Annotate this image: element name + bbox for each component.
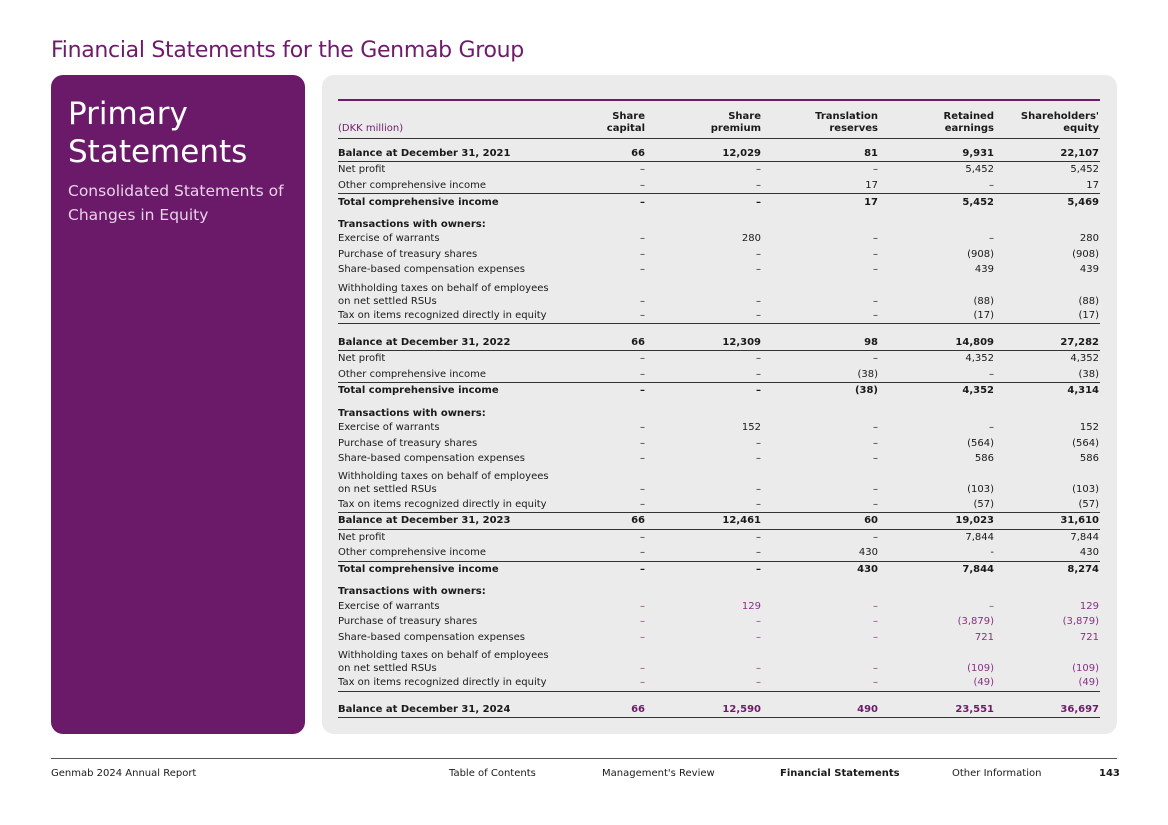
table-row: Exercise of warrants – 280 – – 280 — [338, 233, 1099, 245]
column-header: Share capital — [606, 110, 645, 134]
table-section-heading: Transactions with owners: — [338, 586, 486, 598]
table-row: Share-based compensation expenses – – – 439 439 — [338, 264, 1099, 276]
table-row: Purchase of treasury shares – – – (564) (564) — [338, 437, 1099, 449]
table-row: Tax on items recognized directly in equity – – – (49) (49) — [338, 675, 1100, 691]
table-row: Exercise of warrants – 152 – – 152 — [338, 421, 1099, 433]
table-row: Net profit – – – 7,844 7,844 — [338, 531, 1099, 543]
table-row: Share-based compensation expenses – – – 721 721 — [338, 631, 1099, 643]
section-heading — [68, 95, 288, 171]
equity-table-panel — [322, 75, 1117, 734]
column-header: Translation reserves — [815, 110, 878, 134]
page-number: 143 — [1099, 768, 1120, 779]
table-row: Net profit – – – 4,352 4,352 — [338, 353, 1099, 365]
table-row: Purchase of treasury shares – – – (3,879) (3,879) — [338, 616, 1099, 628]
footer-nav-contents[interactable]: Table of Contents — [449, 768, 536, 779]
table-row: Share-based compensation expenses – – – 586 586 — [338, 453, 1099, 465]
table-row: Balance at December 31, 2021 66 12,029 81 9,931 22,107 — [338, 146, 1100, 162]
footer-nav-financial-statements[interactable]: Financial Statements — [780, 768, 900, 779]
table-row: Total comprehensive income – – 430 7,844 8,274 — [338, 564, 1099, 576]
column-header: Retained earnings — [943, 110, 994, 134]
period-2024 — [338, 513, 1100, 718]
period-2022 — [338, 138, 1100, 334]
table-row: Withholding taxes on behalf of employees on net settled RSUs – – – (109) (109) — [338, 650, 1099, 675]
column-header: Share premium — [710, 110, 761, 134]
section-subheading: Consolidated Statements of Changes in Equity — [68, 182, 284, 224]
table-row: Purchase of treasury shares – – – (908) (908) — [338, 248, 1099, 260]
period-2023 — [338, 334, 1100, 512]
table-row: Other comprehensive income – – (38) – (38) — [338, 366, 1100, 382]
table-row: Balance at December 31, 2024 66 12,590 490 23,551 36,697 — [338, 702, 1100, 718]
equity-table — [338, 99, 1100, 718]
table-row: Exercise of warrants – 129 – – 129 — [338, 600, 1099, 612]
footer-divider — [51, 758, 1117, 759]
footer-nav-management-review[interactable]: Management's Review — [602, 768, 715, 779]
page-title: Financial Statements for the Genmab Group — [51, 38, 524, 63]
section-sidebar — [51, 75, 305, 734]
table-row: Total comprehensive income – – 17 5,452 5,469 — [338, 196, 1099, 208]
unit-label: (DKK million) — [338, 122, 404, 134]
section-heading-line1: Primary — [68, 96, 188, 132]
footer-report-name: Genmab 2024 Annual Report — [51, 768, 197, 779]
table-section-heading: Transactions with owners: — [338, 218, 486, 230]
table-row: Other comprehensive income – – 430 - 430 — [338, 545, 1100, 561]
column-header: Shareholders' equity — [1020, 110, 1099, 134]
section-heading-line2: Statements — [68, 134, 248, 170]
footer-nav-other-information[interactable]: Other Information — [952, 768, 1042, 779]
table-section-heading: Transactions with owners: — [338, 407, 486, 419]
table-header-row — [338, 100, 1100, 138]
table-row: Tax on items recognized directly in equity – – – (17) (17) — [338, 308, 1100, 324]
table-row: Other comprehensive income – – 17 – 17 — [338, 178, 1100, 194]
table-row: Net profit – – – 5,452 5,452 — [338, 164, 1099, 176]
table-row: Withholding taxes on behalf of employees on net settled RSUs – – – (88) (88) — [338, 282, 1099, 307]
table-row: Withholding taxes on behalf of employees on net settled RSUs – – – (103) (103) — [338, 471, 1099, 496]
table-row: Balance at December 31, 2023 66 12,461 60 19,023 31,610 — [338, 513, 1100, 530]
table-row: Total comprehensive income – – (38) 4,352 4,314 — [338, 385, 1099, 397]
table-row: Tax on items recognized directly in equity – – – (57) (57) — [338, 496, 1100, 512]
table-row: Balance at December 31, 2022 66 12,309 98 14,809 27,282 — [338, 334, 1100, 350]
